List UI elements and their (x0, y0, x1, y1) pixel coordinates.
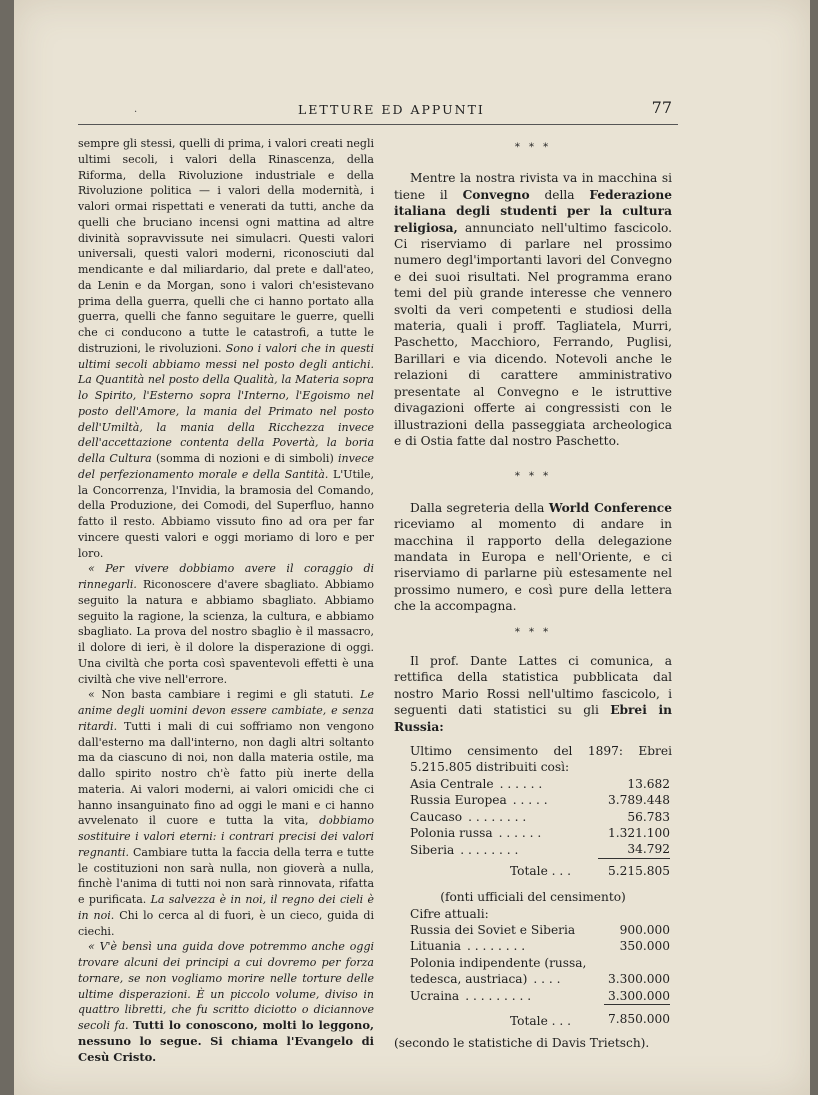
label-text: Polonia russa (410, 826, 493, 841)
census-intro: Ultimo censimento del 1897: Ebrei 5.215.805 distribuiti così: (410, 744, 672, 775)
page-number: 77 (651, 98, 672, 117)
header-dot: . (134, 104, 138, 115)
bold-text: Ebrei in Russia: (394, 703, 673, 734)
leader-dots: . . . . (533, 972, 561, 987)
leader-dots: . . . . . (512, 793, 548, 808)
news-convegno (394, 170, 672, 449)
label-text: Polonia indipendente (russa, (410, 955, 587, 970)
paragraph (78, 561, 374, 687)
section-separator: * * * (514, 626, 552, 638)
source-note: (secondo le statistiche di Davis Trietsch). (394, 1036, 650, 1050)
row-label (410, 988, 604, 1005)
text: Tutti i mali di cui soffriamo non vengono dall'esterno ma dall'interno, non dagli altri soltanto ma da ciascuno di noi, non dalla materia ostile, ma dallo spirito nostro ch'è fatto più inerte della materia. Ai valori moderni, ai valori omicidi che ci hanno insanguinato fino ad oggi le mani e ci hanno avvelenato il cuore e tutta la vita, (78, 719, 374, 828)
text: Dalla segreteria della (410, 500, 545, 515)
table-row (410, 971, 670, 987)
running-header (78, 98, 678, 125)
row-label (410, 809, 598, 825)
table-row (410, 825, 670, 841)
section-separator: * * * (514, 142, 552, 153)
label-text: Asia Centrale (410, 776, 494, 791)
paragraph (78, 939, 374, 1065)
leader-dots: . . . . . . . . (468, 809, 527, 824)
row-label (410, 955, 604, 971)
text: Cambiare tutta la faccia della terra e tutte le costituzioni non sarà nulla, non gioverà a nulla, finchè l'anima di tutti noi non sarà rinnovata, rifatta e purificata. (78, 845, 374, 906)
italic-text: La salvezza è in noi, il regno dei cieli è in noi. (78, 893, 374, 922)
right-column (394, 140, 672, 1051)
italic-text: Le anime degli uomini devon essere cambiate, e senza ritardi. (78, 688, 374, 733)
census-table (410, 776, 670, 879)
row-value: 13.682 (627, 776, 670, 791)
row-label (410, 971, 604, 987)
row-label (410, 841, 598, 858)
table-row (410, 988, 670, 1005)
italic-text: Sono i valori che in questi ultimi secoli abbiamo messi nel posto degli antichi. La Quantità nel posto della Qualità, la Materia sopra lo Spirito, l'Esterno sopra l'Interno, l'Egoismo nel posto dell'Amore, la mania del Primato nel posto dell'Umiltà, la mania della Ricchezza invece dell'accettazione contenta della Povertà, la boria della Cultura (78, 341, 374, 465)
current-table (410, 922, 670, 1029)
total-label: Totale . . . (510, 863, 572, 878)
row-label (410, 792, 598, 808)
table-row (410, 792, 670, 808)
row-label (410, 825, 598, 841)
text: annunciato nell'ultimo fascicolo. Ci riserviamo di parlare nel prossimo numero degl'importanti lavori del Convegno e dei suoi risultati. Nel programma erano temi del più grande interesse che vennero svolti da veri competenti e studiosi della materia, quali i proff. Tagliatela, Murri, Paschetto, Macchioro, Ferrando, Puglisi, Barillari e via dicendo. Notevoli anche le relazioni di carattere amministrativo presentate al Convegno e le istruttive divagazioni offerte ai congressisti con le illustrazioni della passeggiata archeologica e di Ostia fatte dal nostro Paschetto. (394, 220, 672, 448)
leader-dots: . . . . . . . . . (465, 988, 532, 1003)
text: della (544, 187, 575, 202)
row-value: 3.300.000 (607, 988, 670, 1003)
text: Riconoscere d'avere sbagliato. Abbiamo seguito la natura e abbiamo sbagliato. Abbiamo seguito la ragione, la scienza, la cultura, e abbiamo sbagliato. La prova del nostro sbaglio è il massacro, il dolore di ieri, è il dolore la disperazione di oggi. Una civiltà che porta così spaventevoli effetti è una civiltà che vive nell'errore. (78, 578, 374, 686)
row-label (410, 938, 604, 954)
total-label: Totale . . . (510, 1013, 572, 1028)
italic-text: dobbiamo sostituire i valori eterni: i contrari precisi dei valori regnanti. (78, 814, 375, 859)
leader-dots: . . . . . . (499, 776, 543, 791)
label-text: Russia Europea (410, 793, 507, 808)
row-value: 56.783 (627, 809, 670, 824)
bold-text: World Conference (548, 500, 672, 515)
text: Chi lo cerca al di fuori, è un cieco, guida di ciechi. (78, 908, 374, 938)
bold-text: Tutti lo conoscono, molti lo leggono, nessuno lo segue. Si chiama l'Evangelo di Cesù Cristo. (78, 1018, 374, 1064)
text: L'Utile, la Concorrenza, l'Invidia, la bramosia del Comando, della Produzione, dei Comodi, del Superfluo, hanno fatto il resto. Abbiamo vissuto fino ad ora per far vincere questi valori e oggi moriamo di loro e per loro. (78, 467, 375, 560)
label-text: tedesca, austriaca) (410, 972, 528, 987)
row-value: 1.321.100 (607, 826, 670, 841)
table-row (410, 841, 670, 858)
label-text: Ucraina (410, 988, 460, 1003)
running-title: LETTURE ED APPUNTI (298, 102, 485, 117)
leader-dots: . . . . . . . . (460, 842, 519, 857)
italic-text: invece del perfezionamento morale e della Santità. (78, 452, 375, 481)
total-value: 5.215.805 (598, 858, 670, 879)
text: « Non basta cambiare i regimi e gli statuti. (88, 688, 354, 702)
section-separator: * * * (514, 471, 552, 483)
paragraph (78, 136, 374, 561)
leader-dots: . . . . . . . . (467, 939, 526, 954)
italic-text: « Per vivere dobbiamo avere il coraggio di rinnegarli. (78, 562, 374, 591)
text: sempre gli stessi, quelli di prima, i valori creati negli ultimi secoli, i valori della Rinascenza, della Riforma, della Rivoluzione industriale e della Rivoluzione politica — i valori della modernità, i valori ormai rispettati e venerati da tutti, anche da quelli che bruciano incensi ogni mattina ad altre divinità sopravvissute nei simulacri. Questi valori universali, questi valori moderni, riconosciuti dal mendicante e dal miliardario, dal prete e dall'ateo, da Lenin e da Morgan, sono i valori ch'esistevano prima della guerra, quelli che ci hanno portato alla guerra, quelli che fanno seguitare le guerre, quelli che ci conducono a tutte le catastrofi, a tutte le distruzioni, le rivoluzioni. (78, 137, 374, 355)
label-text: Lituania (410, 939, 462, 954)
table-row (410, 776, 670, 792)
row-value: 350.000 (619, 939, 670, 954)
census-total-row (410, 858, 670, 879)
table-row (410, 938, 670, 954)
table-row (410, 809, 670, 825)
left-column (78, 136, 374, 1065)
row-value: 3.300.000 (607, 972, 670, 987)
current-total-row (410, 1005, 670, 1029)
paragraph (78, 687, 374, 939)
bold-text: Federazione italiana degli studenti per la cultura religiosa, (394, 187, 673, 235)
text: riceviamo al momento di andare in macchina il rapporto della delegazione mandata in Europa e nell'Oriente, e ci riserviamo di parlarne più estesamente nel prossimo numero, e così pure della lettera che la accompagna. (394, 517, 672, 614)
news-world-conference (394, 500, 672, 615)
leader-dots: . . . . . . (498, 826, 542, 841)
page-sheet (14, 0, 810, 1095)
census-source: (fonti ufficiali del censimento) (440, 890, 626, 905)
row-label (410, 922, 604, 938)
row-value (604, 955, 670, 971)
table-row (410, 955, 670, 971)
text: Mentre la nostra rivista va in macchina si tiene il (394, 171, 672, 202)
text: (somma di nozioni e di simboli) (156, 452, 334, 465)
label-text: Russia dei Soviet e Siberia (410, 923, 576, 938)
news-statistics (394, 653, 672, 735)
bold-text: Convegno (462, 187, 530, 202)
text: Il prof. Dante Lattes ci comunica, a rettifica della statistica pubblicata dal nostro Mario Rossi nell'ultimo fascicolo, i seguenti dati statistici su gli (394, 653, 672, 718)
table-row (410, 922, 670, 938)
current-title: Cifre attuali: (410, 906, 489, 921)
italic-text: « V'è bensì una guida dove potremmo anche oggi trovare alcuni dei principi a cui dovremo per forza tornare, se non vogliamo morire nelle torture delle ultime disperazioni. È un piccolo volume, diviso in quattro libretti, che fu scritto diciotto o diciannove secoli fa. (78, 940, 374, 1032)
row-value: 34.792 (627, 842, 670, 857)
row-value: 900.000 (619, 923, 670, 938)
label-text: Caucaso (410, 809, 463, 824)
row-label (410, 776, 598, 792)
row-value: 3.789.448 (607, 793, 670, 808)
total-value: 7.850.000 (604, 1005, 670, 1029)
label-text: Siberia (410, 842, 455, 857)
